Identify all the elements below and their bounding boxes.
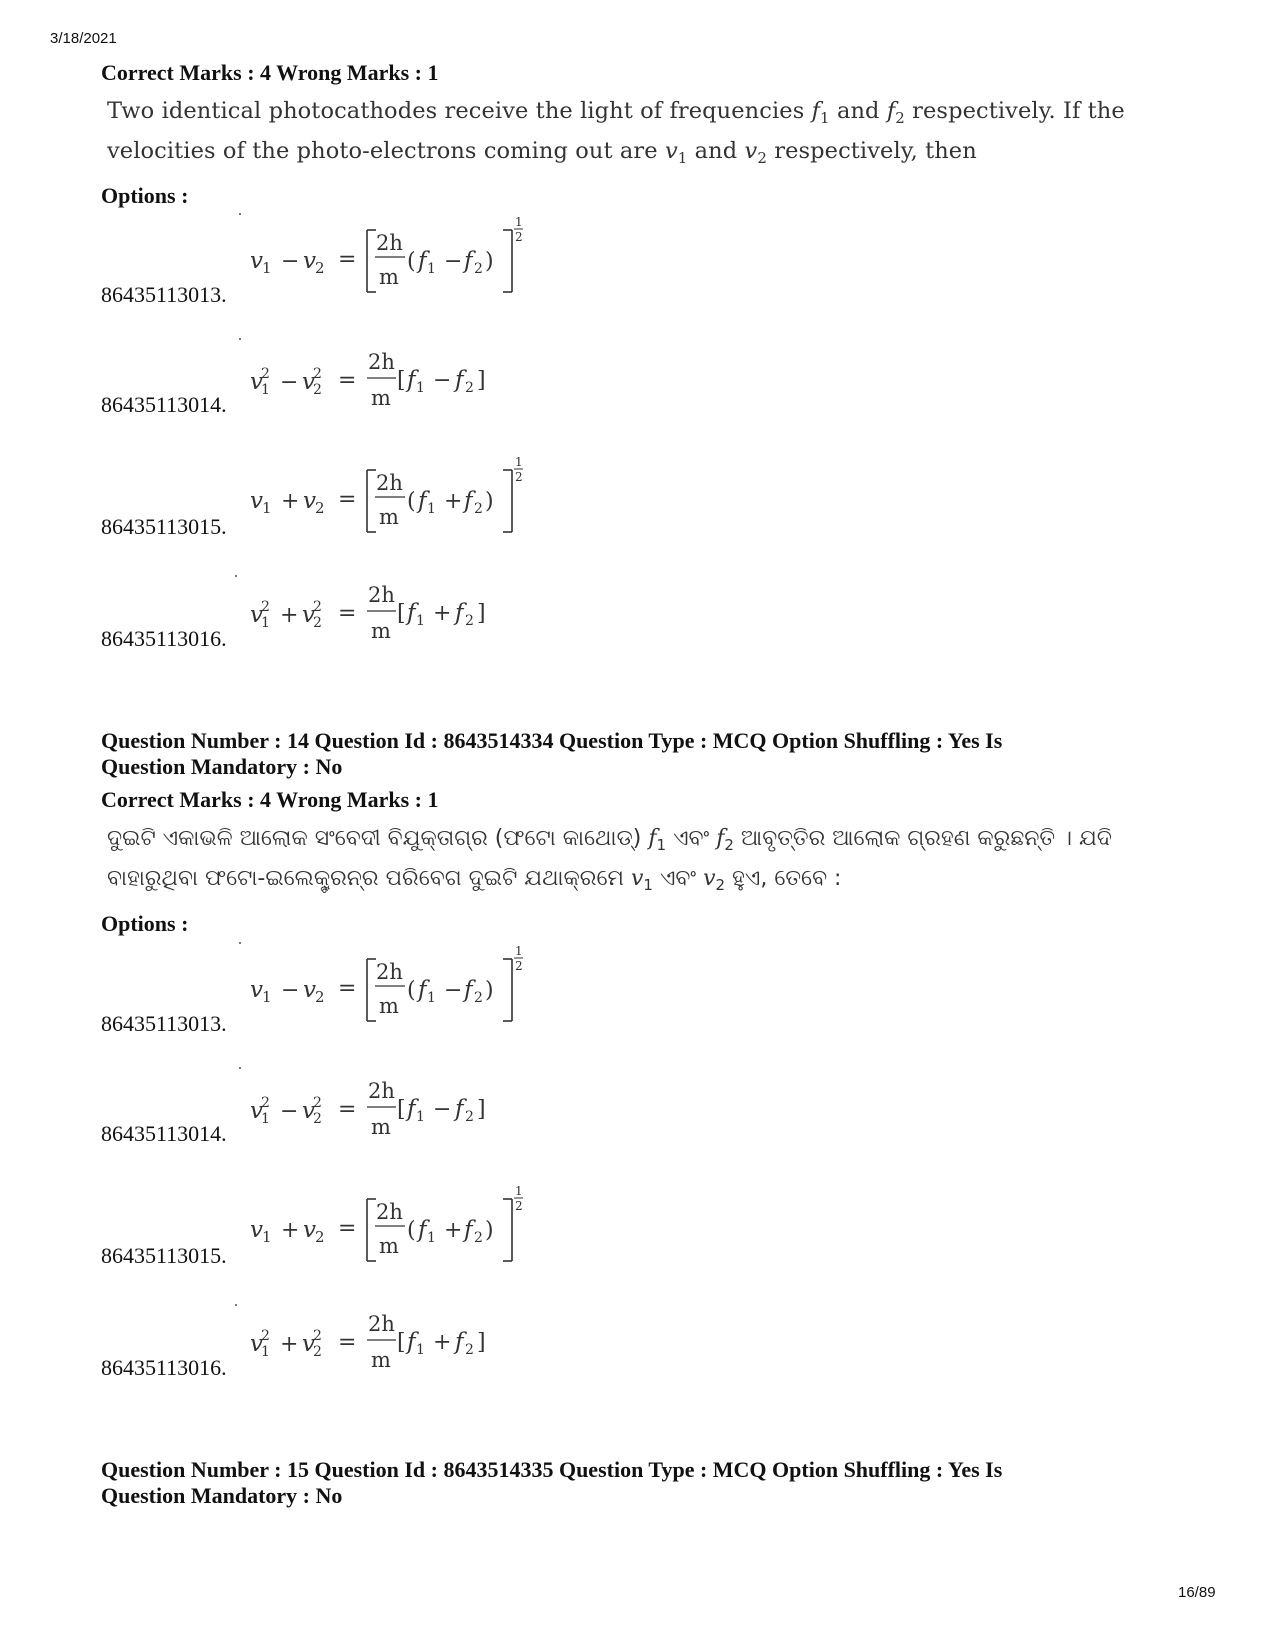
svg-text:2h: 2h: [376, 1200, 403, 1224]
svg-text:]: ]: [477, 1330, 486, 1355]
svg-text:=: =: [338, 368, 357, 393]
svg-text:+: +: [280, 1332, 299, 1357]
formula-sum-sqrt: [250, 452, 570, 552]
q14-odia-line1: ଦୁଇଟି ଏକାଭଳି ଆଲୋକ ସଂବେଦୀ ବିଯୁକ୍ତାଗ୍ର (ଫଟୋ କାଥୋଡ୍) $f_1$ ଏବଂ $f_2$ ଆବୃତ୍ତିର ଆଲୋକ ଗ୍ରହଣ କରୁଛନ୍ତି । ଯଦି: [107, 826, 1112, 854]
svg-text:=: =: [338, 247, 357, 272]
svg-text:[: [: [397, 601, 406, 626]
svg-text:): ): [485, 489, 494, 514]
svg-text:1: 1: [427, 501, 436, 517]
svg-text:+: +: [444, 489, 463, 514]
svg-text:1: 1: [515, 1184, 523, 1198]
svg-text:=: =: [338, 601, 357, 626]
q13-text-line1: Two identical photocathodes receive the light of frequencies $f_1$ and $f_2$ respectively. If the: [107, 98, 1125, 127]
svg-text:v: v: [303, 248, 316, 274]
svg-text:v: v: [250, 488, 263, 514]
q13-text-line2: velocities of the photo-electrons coming out are $v_1$ and $v_2$ respectively, then: [107, 138, 977, 167]
svg-text:]: ]: [477, 368, 486, 393]
svg-text:2: 2: [465, 1342, 474, 1358]
svg-text:1: 1: [262, 1228, 272, 1246]
scan-mark: [235, 1304, 237, 1306]
svg-text:2: 2: [315, 499, 325, 517]
svg-text:m: m: [371, 1348, 391, 1372]
svg-text:2h: 2h: [368, 1312, 395, 1336]
svg-text:=: =: [338, 1330, 357, 1355]
svg-text:2: 2: [313, 366, 322, 382]
q13-option-4-id: 86435113016.: [101, 626, 227, 651]
q14-option-4-id: 86435113016.: [101, 1355, 227, 1380]
formula-diff-sqrt: [250, 941, 570, 1041]
svg-text:2: 2: [315, 988, 325, 1006]
svg-text:2h: 2h: [376, 471, 403, 495]
svg-text:(: (: [407, 978, 416, 1003]
svg-text:1: 1: [427, 261, 436, 277]
svg-text:]: ]: [477, 1097, 486, 1122]
svg-text:2: 2: [313, 1111, 322, 1127]
svg-text:1: 1: [262, 259, 272, 277]
svg-text:−: −: [433, 1097, 452, 1122]
svg-text:m: m: [371, 1115, 391, 1139]
svg-text:2: 2: [474, 261, 483, 277]
formula-diff-sqrt: [250, 212, 570, 312]
page-number: 16/89: [1178, 1584, 1216, 1601]
svg-text:2: 2: [315, 1228, 325, 1246]
svg-text:(: (: [407, 249, 416, 274]
svg-text:2: 2: [261, 366, 270, 382]
svg-text:v: v: [303, 977, 316, 1003]
svg-text:f: f: [455, 600, 464, 626]
svg-text:−: −: [280, 1099, 299, 1124]
svg-text:−: −: [281, 978, 300, 1003]
svg-text:]: ]: [477, 601, 486, 626]
svg-text:m: m: [371, 619, 391, 643]
svg-text:2: 2: [515, 230, 523, 244]
svg-text:2: 2: [465, 380, 474, 396]
q13-option-1-id: 86435113013.: [101, 282, 227, 307]
svg-text:v: v: [250, 369, 263, 395]
formula-sum-squares: [250, 570, 570, 670]
svg-text:1: 1: [416, 1342, 425, 1358]
svg-text:[: [: [397, 368, 406, 393]
svg-text:f: f: [464, 488, 473, 514]
svg-text:v: v: [302, 1331, 315, 1357]
svg-text:m: m: [379, 1234, 399, 1258]
svg-text:2: 2: [313, 382, 322, 398]
svg-text:1: 1: [515, 455, 523, 469]
svg-text:v: v: [302, 602, 315, 628]
svg-text:2: 2: [261, 1328, 270, 1344]
q14-option-3-id: 86435113015.: [101, 1243, 227, 1268]
svg-text:2: 2: [313, 1328, 322, 1344]
svg-text:2: 2: [465, 613, 474, 629]
svg-text:v: v: [302, 369, 315, 395]
svg-text:1: 1: [515, 944, 523, 958]
svg-text:2: 2: [261, 599, 270, 615]
svg-text:1: 1: [261, 382, 270, 398]
q14-options-label: Options :: [101, 911, 189, 936]
svg-text:2: 2: [313, 1344, 322, 1360]
svg-text:−: −: [444, 978, 463, 1003]
q14-odia-line2: ବାହାରୁଥିବା ଫଟୋ-ଇଲେକ୍ଟ୍ରନ୍‌ର ପରିବେଗ ଦୁଇଟି ଯଥାକ୍ରମେ $v_1$ ଏବଂ $v_2$ ହୁଏ, ତେବେ :: [107, 866, 842, 894]
svg-text:v: v: [250, 977, 263, 1003]
q13-option-3-id: 86435113015.: [101, 514, 227, 539]
svg-text:f: f: [455, 367, 464, 393]
svg-text:1: 1: [261, 1111, 270, 1127]
svg-text:v: v: [302, 1098, 315, 1124]
svg-text:m: m: [379, 265, 399, 289]
svg-text:+: +: [433, 601, 452, 626]
q14-option-1-id: 86435113013.: [101, 1011, 227, 1036]
q15-header-line2: Question Mandatory : No: [101, 1483, 343, 1508]
svg-text:v: v: [250, 248, 263, 274]
svg-text:): ): [485, 978, 494, 1003]
svg-text:2: 2: [474, 990, 483, 1006]
svg-text:f: f: [455, 1096, 464, 1122]
svg-text:f: f: [418, 248, 427, 274]
q13-marks: Correct Marks : 4 Wrong Marks : 1: [101, 60, 439, 85]
q14-marks: Correct Marks : 4 Wrong Marks : 1: [101, 787, 439, 812]
svg-text:[: [: [397, 1097, 406, 1122]
print-date: 3/18/2021: [50, 30, 117, 47]
formula-sum-sqrt: [250, 1181, 570, 1281]
svg-text:=: =: [338, 1097, 357, 1122]
svg-text:2: 2: [515, 470, 523, 484]
scan-mark: [239, 942, 241, 944]
svg-text:2: 2: [313, 599, 322, 615]
svg-text:2: 2: [315, 259, 325, 277]
svg-text:f: f: [407, 600, 416, 626]
svg-text:2h: 2h: [368, 583, 395, 607]
svg-text:=: =: [338, 976, 357, 1001]
svg-text:2: 2: [474, 501, 483, 517]
svg-text:2h: 2h: [368, 1079, 395, 1103]
svg-text:2: 2: [313, 1095, 322, 1111]
svg-text:−: −: [280, 370, 299, 395]
q14-header-line1: Question Number : 14 Question Id : 8643514334 Question Type : MCQ Option Shuffling : Yes Is: [101, 728, 1003, 753]
svg-text:m: m: [379, 994, 399, 1018]
q15-header-line1: Question Number : 15 Question Id : 8643514335 Question Type : MCQ Option Shuffling : Yes Is: [101, 1457, 1003, 1482]
formula-sum-squares: [250, 1299, 570, 1399]
svg-text:2: 2: [261, 1095, 270, 1111]
svg-text:1: 1: [261, 615, 270, 631]
svg-text:f: f: [464, 977, 473, 1003]
svg-text:f: f: [464, 1217, 473, 1243]
svg-text:+: +: [433, 1330, 452, 1355]
q14-header-line2: Question Mandatory : No: [101, 754, 343, 779]
svg-text:−: −: [444, 249, 463, 274]
scan-mark: [239, 1067, 241, 1069]
q14-option-2-id: 86435113014.: [101, 1121, 227, 1146]
svg-text:f: f: [418, 1217, 427, 1243]
svg-text:2: 2: [474, 1230, 483, 1246]
svg-text:m: m: [379, 505, 399, 529]
svg-text:2: 2: [465, 1109, 474, 1125]
svg-text:2h: 2h: [368, 350, 395, 374]
svg-text:1: 1: [427, 990, 436, 1006]
svg-text:v: v: [250, 1331, 263, 1357]
svg-text:m: m: [371, 386, 391, 410]
scan-mark: [235, 575, 237, 577]
svg-text:v: v: [303, 1217, 316, 1243]
svg-text:1: 1: [416, 613, 425, 629]
svg-text:2h: 2h: [376, 960, 403, 984]
svg-text:−: −: [281, 249, 300, 274]
svg-text:f: f: [455, 1329, 464, 1355]
svg-text:=: =: [338, 487, 357, 512]
svg-text:1: 1: [515, 215, 523, 229]
svg-text:+: +: [281, 489, 300, 514]
svg-text:f: f: [418, 977, 427, 1003]
svg-text:2h: 2h: [376, 231, 403, 255]
svg-text:v: v: [303, 488, 316, 514]
svg-text:1: 1: [262, 988, 272, 1006]
svg-text:(: (: [407, 1218, 416, 1243]
svg-text:f: f: [464, 248, 473, 274]
scan-mark: [239, 213, 241, 215]
svg-text:(: (: [407, 489, 416, 514]
svg-text:1: 1: [261, 1344, 270, 1360]
formula-diff-squares: [250, 337, 570, 437]
svg-text:2: 2: [515, 959, 523, 973]
svg-text:v: v: [250, 1217, 263, 1243]
svg-text:+: +: [444, 1218, 463, 1243]
svg-text:v: v: [250, 602, 263, 628]
formula-diff-squares: [250, 1066, 570, 1166]
svg-text:1: 1: [416, 380, 425, 396]
svg-text:+: +: [281, 1218, 300, 1243]
q13-option-2-id: 86435113014.: [101, 392, 227, 417]
svg-text:f: f: [418, 488, 427, 514]
svg-text:+: +: [280, 603, 299, 628]
svg-text:2: 2: [313, 615, 322, 631]
svg-text:−: −: [433, 368, 452, 393]
svg-text:v: v: [250, 1098, 263, 1124]
svg-text:2: 2: [515, 1199, 523, 1213]
svg-text:f: f: [407, 1329, 416, 1355]
svg-text:1: 1: [262, 499, 272, 517]
q13-options-label: Options :: [101, 183, 189, 208]
svg-text:): ): [485, 249, 494, 274]
svg-text:f: f: [407, 367, 416, 393]
svg-text:=: =: [338, 1216, 357, 1241]
svg-text:[: [: [397, 1330, 406, 1355]
scan-mark: [239, 338, 241, 340]
svg-text:f: f: [407, 1096, 416, 1122]
svg-text:1: 1: [427, 1230, 436, 1246]
svg-text:1: 1: [416, 1109, 425, 1125]
svg-text:): ): [485, 1218, 494, 1243]
